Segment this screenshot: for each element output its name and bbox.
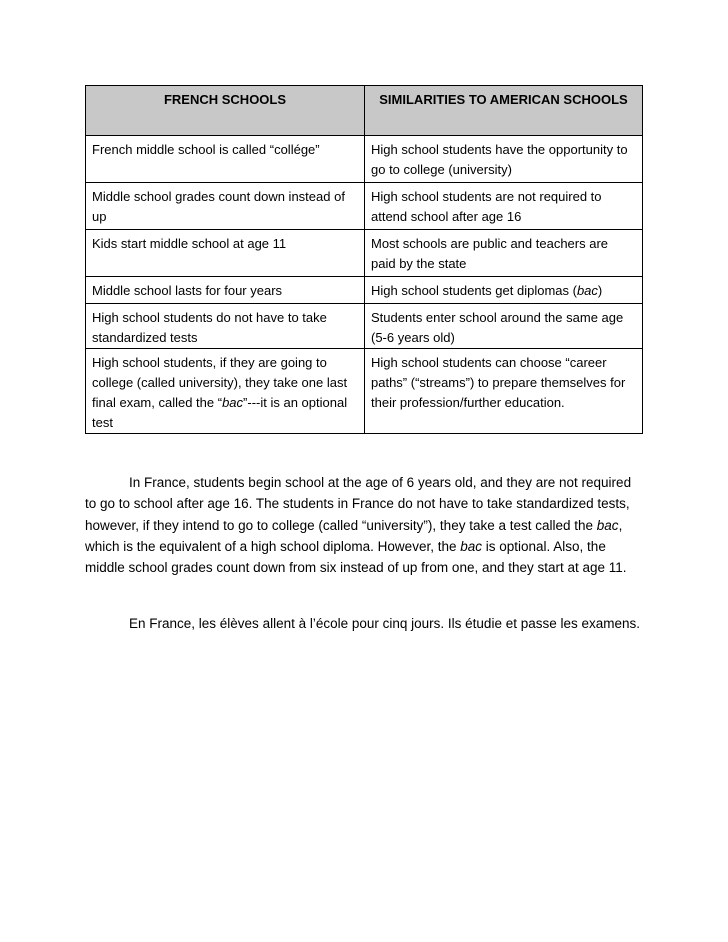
cell-text-italic: bac (576, 283, 598, 298)
paragraph-text: In France, students begin school at the age of 6 years old, and they are not required to go to school after age 16. The students in France do not have to take standardized tests, however, if they intend to go to college (called “university”), they take a test called the (85, 475, 632, 533)
table-cell-french (86, 349, 365, 434)
paragraph-text: is optional. Also, the middle school grades count down from six instead of up from one, and they start at age 11. (85, 538, 627, 576)
cell-text (92, 353, 358, 433)
french-paragraph (85, 613, 645, 634)
header-french-schools: FRENCH SCHOOLS (86, 86, 365, 136)
cell-text (371, 281, 636, 301)
paragraph-italic: bac (596, 517, 619, 533)
table-cell-american (365, 136, 643, 183)
table-row (86, 230, 643, 277)
table-cell-french (86, 304, 365, 349)
cell-text: High school students can choose “career paths” (“streams”) to prepare themselves for their profession/further education. (371, 355, 626, 410)
paragraph-italic: bac (460, 538, 482, 554)
paragraph-text: , which is the equivalent of a high school diploma. However, the (85, 517, 623, 554)
cell-text-part: High school students get diplomas ( (371, 283, 577, 298)
cell-text: High school students are not required to attend school after age 16 (371, 189, 602, 224)
table-cell-french (86, 230, 365, 277)
table-cell-american (365, 230, 643, 277)
table-row (86, 304, 643, 349)
table-row (86, 349, 643, 434)
table-cell-american (365, 183, 643, 230)
cell-text-part: High school students, if they are going to college (called university), they take one last final exam, called the “ (92, 355, 348, 410)
table-cell-french (86, 183, 365, 230)
cell-text: Students enter school around the same age (5-6 years old) (371, 310, 624, 345)
cell-text: Middle school grades count down instead of up (92, 189, 345, 224)
paragraph-text: En France, les élèves allent à l’école pour cinq jours. Ils étudie et passe les examens. (129, 616, 641, 631)
table-cell-french (86, 136, 365, 183)
cell-text: High school students do not have to take standardized tests (92, 310, 327, 345)
table-cell-american (365, 277, 643, 304)
comparison-table (85, 85, 643, 434)
table-header-row (86, 86, 643, 136)
cell-text: Middle school lasts for four years (92, 283, 283, 298)
cell-text: Kids start middle school at age 11 (92, 236, 287, 251)
header-similarities: SIMILARITIES TO AMERICAN SCHOOLS (365, 86, 643, 136)
cell-text-part: ”---it is an optional test (92, 395, 348, 430)
table-cell-american (365, 349, 643, 434)
table-cell-american (365, 304, 643, 349)
cell-text: French middle school is called “collége” (92, 142, 320, 157)
table-row (86, 136, 643, 183)
cell-text-italic: bac (222, 395, 244, 410)
english-paragraph (85, 472, 645, 578)
table-row (86, 277, 643, 304)
cell-text: Most schools are public and teachers are paid by the state (371, 236, 609, 271)
cell-text: High school students have the opportunity to go to college (university) (371, 142, 628, 177)
table-cell-french (86, 277, 365, 304)
cell-text-part: ) (597, 283, 603, 298)
table-row (86, 183, 643, 230)
